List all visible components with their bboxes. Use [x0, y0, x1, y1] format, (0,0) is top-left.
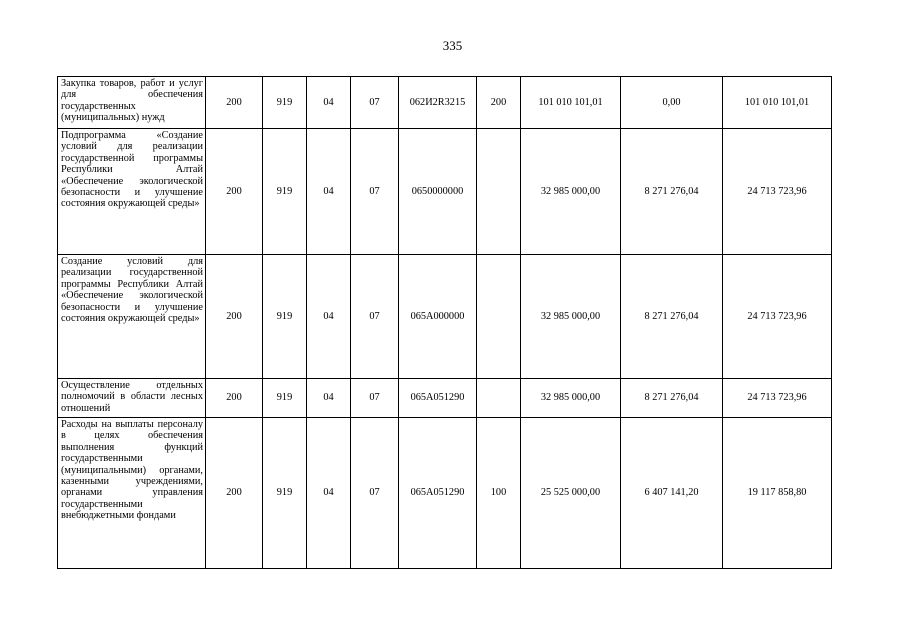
- total-amount-cell: 24 713 723,96: [723, 379, 832, 418]
- code-cell: 200: [206, 77, 263, 129]
- section-code-cell: 04: [307, 418, 351, 569]
- target-article-cell: 065А051290: [399, 379, 477, 418]
- expense-type-cell: [477, 379, 521, 418]
- expense-type-cell: 200: [477, 77, 521, 129]
- target-article-cell: 065А051290: [399, 418, 477, 569]
- subsection-code-cell: 07: [351, 418, 399, 569]
- total-amount-cell: 24 713 723,96: [723, 129, 832, 255]
- table-row: [58, 77, 832, 129]
- change-amount-cell: 8 271 276,04: [621, 129, 723, 255]
- expense-name-cell: Создание условий для реализации государственной программы Республики Алтай «Обеспечение экологической безопасности и улучшение состояния окружающей среды»: [58, 255, 206, 379]
- table-row: [58, 129, 832, 255]
- agency-code-cell: 919: [263, 255, 307, 379]
- subsection-code-cell: 07: [351, 255, 399, 379]
- amount-cell: 32 985 000,00: [521, 379, 621, 418]
- change-amount-cell: 0,00: [621, 77, 723, 129]
- section-code-cell: 04: [307, 129, 351, 255]
- code-cell: 200: [206, 379, 263, 418]
- amount-cell: 32 985 000,00: [521, 129, 621, 255]
- expense-name-cell: Закупка товаров, работ и услуг для обеспечения государственных (муниципальных) нужд: [58, 77, 206, 129]
- table-row: [58, 379, 832, 418]
- total-amount-cell: 19 117 858,80: [723, 418, 832, 569]
- section-code-cell: 04: [307, 77, 351, 129]
- code-cell: 200: [206, 255, 263, 379]
- subsection-code-cell: 07: [351, 379, 399, 418]
- subsection-code-cell: 07: [351, 77, 399, 129]
- total-amount-cell: 24 713 723,96: [723, 255, 832, 379]
- target-article-cell: 065А000000: [399, 255, 477, 379]
- change-amount-cell: 8 271 276,04: [621, 255, 723, 379]
- table-row: [58, 418, 832, 569]
- expense-name-cell: Подпрограмма «Создание условий для реализации государственной программы Республики Алтай «Обеспечение экологической безопасности и улучшение состояния окружающей среды»: [58, 129, 206, 255]
- expense-type-cell: [477, 255, 521, 379]
- target-article-cell: 0650000000: [399, 129, 477, 255]
- change-amount-cell: 6 407 141,20: [621, 418, 723, 569]
- target-article-cell: 062И2R3215: [399, 77, 477, 129]
- budget-table: [57, 76, 832, 569]
- change-amount-cell: 8 271 276,04: [621, 379, 723, 418]
- subsection-code-cell: 07: [351, 129, 399, 255]
- amount-cell: 25 525 000,00: [521, 418, 621, 569]
- agency-code-cell: 919: [263, 77, 307, 129]
- code-cell: 200: [206, 129, 263, 255]
- page-number: 335: [442, 38, 463, 53]
- expense-name-cell: Расходы на выплаты персоналу в целях обеспечения выполнения функций государственными (муниципальными) органами, казенными учреждениями, органами управления государственными внебюджетными фондами: [58, 418, 206, 569]
- amount-cell: 32 985 000,00: [521, 255, 621, 379]
- amount-cell: 101 010 101,01: [521, 77, 621, 129]
- code-cell: 200: [206, 418, 263, 569]
- section-code-cell: 04: [307, 255, 351, 379]
- expense-name-cell: Осуществление отдельных полномочий в области лесных отношений: [58, 379, 206, 418]
- section-code-cell: 04: [307, 379, 351, 418]
- table-row: [58, 255, 832, 379]
- agency-code-cell: 919: [263, 418, 307, 569]
- expense-type-cell: [477, 129, 521, 255]
- total-amount-cell: 101 010 101,01: [723, 77, 832, 129]
- expense-type-cell: 100: [477, 418, 521, 569]
- agency-code-cell: 919: [263, 129, 307, 255]
- agency-code-cell: 919: [263, 379, 307, 418]
